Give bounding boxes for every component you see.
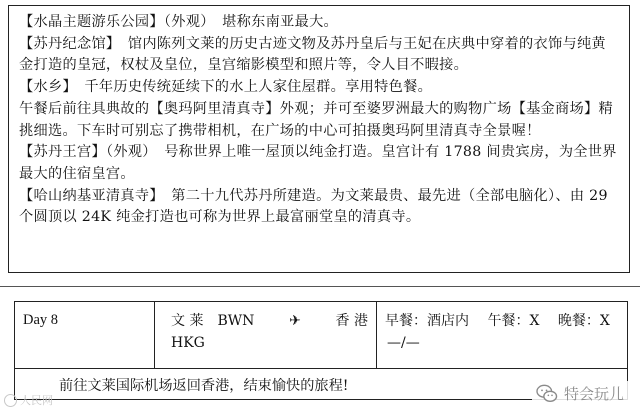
route-from: 文 莱 BWN bbox=[171, 313, 255, 329]
paragraph-title: 【水乡】 bbox=[19, 79, 70, 96]
paragraph-hassanal-mosque bbox=[19, 186, 619, 229]
paragraph-title: 【水晶主题游乐公园】（外观） bbox=[19, 14, 208, 30]
day-label: Day 8 bbox=[15, 302, 155, 368]
dinner: 晚餐：X bbox=[557, 313, 610, 329]
paragraph-sultan-palace bbox=[19, 142, 619, 185]
paragraph-omar-ali-mosque bbox=[19, 99, 619, 142]
itinerary-text-box bbox=[8, 5, 630, 273]
day8-header-row bbox=[15, 302, 627, 369]
wechat-icon bbox=[536, 384, 558, 404]
section-divider bbox=[0, 286, 640, 287]
meals-cell bbox=[377, 302, 627, 368]
paragraph-title: 【苏丹纪念馆】 bbox=[19, 35, 114, 52]
paragraph-text: 千年历史传统延续下的水上人家住屋群。享用特色餐。 bbox=[84, 79, 433, 96]
route-cell bbox=[155, 302, 377, 368]
route-to: 香 港 bbox=[335, 313, 368, 329]
day8-description: 前往文莱国际机场返回香港，结束愉快的旅程! bbox=[59, 378, 349, 394]
watermark-left-text: 人民网 bbox=[20, 394, 53, 407]
breakfast: 早餐：酒店内 bbox=[385, 313, 469, 329]
paragraph-text: 堪称东南亚最大。 bbox=[222, 14, 339, 30]
lunch: 午餐：X bbox=[487, 313, 540, 329]
paragraph-title: 【哈山纳基亚清真寺】 bbox=[19, 187, 157, 204]
watermark-left bbox=[4, 392, 53, 408]
paragraph-text: 馆内陈列文莱的历史古迹文物及苏丹皇后与王妃在庆典中穿着的衣饰与纯黄金打造的皇冠，权杖及皇位，皇宫缩影模型和照片等，令人目不暇接。 bbox=[19, 35, 606, 74]
meals-line bbox=[385, 310, 621, 332]
paragraph-water-village bbox=[19, 77, 619, 99]
hotel: —/— bbox=[387, 335, 420, 351]
paragraph-text: 第二十九代苏丹所建造。为文莱最贵、最先进（全部电脑化）、由 29 个圆顶以 24K 纯金打造也可称为世界上最富丽堂皇的清真寺。 bbox=[19, 187, 608, 226]
route-line bbox=[171, 310, 368, 332]
paragraph-text: 号称世界上唯一屋顶以纯金打造。皇宫计有 1788 间贵宾房，为全世界最大的住宿皇宫。 bbox=[19, 144, 617, 182]
paragraph-text: 午餐后前往具典故的【奥玛阿里清真寺】外观；并可至婆罗洲最大的购物广场【基金商场】精挑细选。下车时可别忘了携带相机，在广场的中心可拍摄奥玛阿里清真寺全景喔！ bbox=[19, 100, 613, 139]
circle-logo-icon bbox=[4, 394, 17, 407]
watermark-right bbox=[532, 381, 628, 406]
paragraph-title: 【苏丹王宫】（外观） bbox=[19, 144, 150, 161]
airplane-icon: ✈ bbox=[289, 313, 301, 329]
paragraph-sultan-memorial bbox=[19, 34, 619, 77]
watermark-right-text: 特会玩儿 bbox=[563, 385, 624, 403]
route-to-code: HKG bbox=[171, 335, 205, 351]
paragraph-crystal-park bbox=[19, 12, 619, 34]
